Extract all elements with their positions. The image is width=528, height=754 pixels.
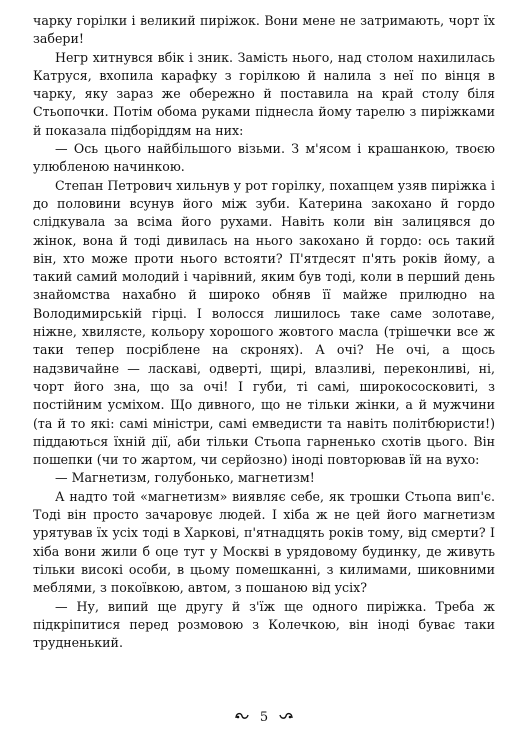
- footer-ornament-right-icon: [278, 709, 294, 725]
- paragraph-1: чарку горілки і великий пиріжок. Вони мене не затримають, чорт їх забери!: [33, 13, 495, 47]
- paragraph-3: — Ось цього найбільшого візьми. З м'ясом і крашанкою, твоєю улюбленою начинкою.: [33, 141, 495, 175]
- paragraph-7: — Ну, випий ще другу й з'їж ще одного пиріжка. Треба ж підкріпитися перед розмовою з Колечкою, він іноді буває таки трудненький.: [33, 598, 495, 651]
- page-text: [33, 12, 495, 702]
- page-number: 5: [259, 709, 269, 725]
- paragraph-6: А надто той «магнетизм» виявляє себе, як трошки Стьопа вип'є. Тоді він просто зачаровує людей. І хіба ж не цей його магнетизм урятував їх усіх тоді в Харкові, п'ятнадцять років тому, від смерти? І хіба вони жили б оце тут у Москві в урядовому будинку, де живуть тільки високі особи, в цьому помешканні, з килимами, шиковними меблями, з покоївкою, автом, з пошаною від усіх?: [33, 488, 495, 596]
- footer-ornament-left-icon: [234, 709, 250, 725]
- paragraph-5: — Магнетизм, голубонько, магнетизм!: [55, 470, 315, 486]
- page-footer: [0, 709, 528, 725]
- paragraph-4: Степан Петрович хильнув у рот горілку, похапцем узяв пиріжка і до половини всунув його між зуби. Катерина закохано й гордо слідкувала за всіма його рухами. Навіть коли він залицявся до жінок, вона й тоді дивилась на нього закохано й гордо: ось такий він, хто може проти нього встояти? П'ятдесят п'ять років йому, а такий самий молодий і чарівний, яким був тоді, коли в перший день знайомства нахабно й широко обняв її майже прилюдно на Володимирській гірці. І волосся лишилось таке саме золотаве, ніжне, хвилясте, кольору хорошого жовтого масла (трішечки все ж таки тепер посріблене на скронях). А очі? Не очі, а щось надзвичайне — ласкаві, одверті, щирі, влазливі, переконливі, ні, чорт його зна, що за очі! І губи, ті самі, широкососковиті, з постійним усміхом. Що дивного, що не тільки жінки, а й мужчини (та й то які: самі міністри, самі емведисти та навіть політбюристи!) піддаються їхній дії, аби тільки Стьопа гарненько схотів цього. Він пошепки (чи то жартом, чи серйозно) іноді повторював їй на вухо:: [33, 177, 495, 468]
- paragraph-2: Негр хитнувся вбік і зник. Замість нього, над столом нахилилась Катруся, вхопила карафку з горілкою й налила з неї по вінця в чарку, яку зараз же обережно й поставила на край столу біля Стьопочки. Потім обома руками піднесла йому тарелю з пиріжками й показала підборіддям на них:: [33, 49, 495, 138]
